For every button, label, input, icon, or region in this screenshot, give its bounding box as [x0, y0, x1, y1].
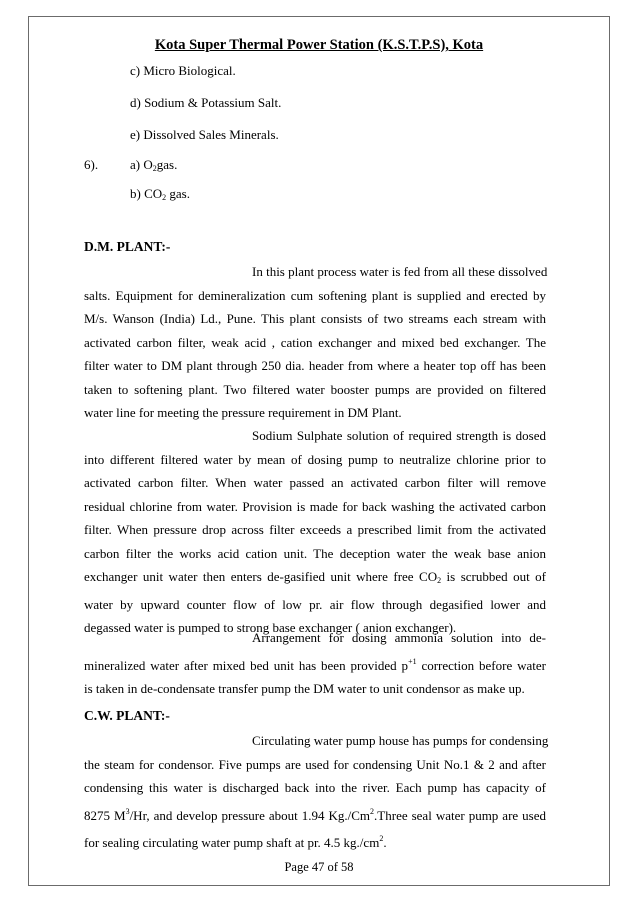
section-heading-cw-plant: C.W. PLANT:- [84, 708, 170, 723]
page-number: Page 47 of 58 [284, 860, 354, 874]
text-line: carbon filter the works acid cation unit. The deception water the weak base anion [84, 545, 546, 561]
section-heading-dm-plant: D.M. PLANT:- [84, 239, 171, 254]
text-line: taken to softening plant. Two filtered water booster pumps are provided on filtered [84, 381, 546, 397]
text-line: residual chlorine from water. Provision is made for back washing the activated carbon [84, 498, 546, 514]
text-line: filter. When pressure drop across filter exceeds a prescribed limit from the activated [84, 522, 546, 537]
text-line: Circulating water pump house has pumps for condensing [252, 733, 549, 748]
text-line: condensing this water is discharged back into the river. Each pump has capacity of [84, 780, 546, 795]
text-line: filter water to DM plant through 250 dia. header from where a heater top off has been [84, 358, 546, 373]
dm-paragraph-1 [84, 260, 546, 425]
text-line: water by upward counter flow of low pr. air flow through degasified lower and [84, 596, 546, 612]
list-item: d) Sodium & Potassium Salt. [130, 95, 282, 110]
list-item: c) Micro Biological. [130, 63, 236, 78]
list-number: 6). [84, 157, 99, 172]
text-line: In this plant process water is fed from all these dissolved [252, 264, 548, 279]
text-line: activated carbon filter. When water passed an activated carbon filter will remove [84, 475, 546, 490]
text-line: Sodium Sulphate solution of required strength is dosed [252, 428, 546, 443]
dm-paragraph-3 [84, 626, 546, 701]
text-line: Arrangement for dosing ammonia solution into de- [252, 630, 546, 645]
text-line: is taken in de-condensate transfer pump the DM water to unit condensor as make up. [84, 681, 525, 696]
text-line: the steam for condensor. Five pumps are used for condensing Unit No.1 & 2 and after [84, 756, 546, 772]
text-line: mineralized water after mixed bed unit has been provided $p^{+1}$ correction before water [84, 656, 546, 673]
list-item: a) $O_2gas$. [130, 157, 178, 173]
cw-paragraph [84, 729, 549, 855]
text-line: into different filtered water by mean of dosing pump to neutralize chlorine prior to [84, 451, 546, 467]
text-line: exchanger unit water then enters de-gasified unit where free $CO_2$ is scrubbed out of [84, 569, 546, 585]
text-line: salts. Equipment for demineralization cum softening plant is supplied and erected by [84, 287, 546, 303]
dm-paragraph-2 [84, 424, 546, 640]
text-line: water line for meeting the pressure requirement in DM Plant. [84, 405, 402, 420]
text-line: 8275 $M^3/Hr$, and develop pressure about 1.94 Kg./Cm$^2$.Three seal water pump are used [84, 806, 547, 823]
text-line: for sealing circulating water pump shaft at pr. 4.5 $kg./cm^2$. [84, 834, 387, 850]
text-line: M/s. Wanson (India) Ld., Pune. This plant consists of two streams each stream with [84, 311, 546, 326]
text-line: degassed water is pumped to strong base exchanger ( anion exchanger). [84, 620, 457, 635]
list-item: e) Dissolved Sales Minerals. [130, 127, 279, 142]
page-title: Kota Super Thermal Power Station (K.S.T.P.S), Kota [154, 37, 484, 53]
list-item: b) $CO_2$ gas. [130, 186, 190, 202]
text-line: activated carbon filter, weak acid , cation exchanger and mixed bed exchanger. The [84, 334, 546, 350]
